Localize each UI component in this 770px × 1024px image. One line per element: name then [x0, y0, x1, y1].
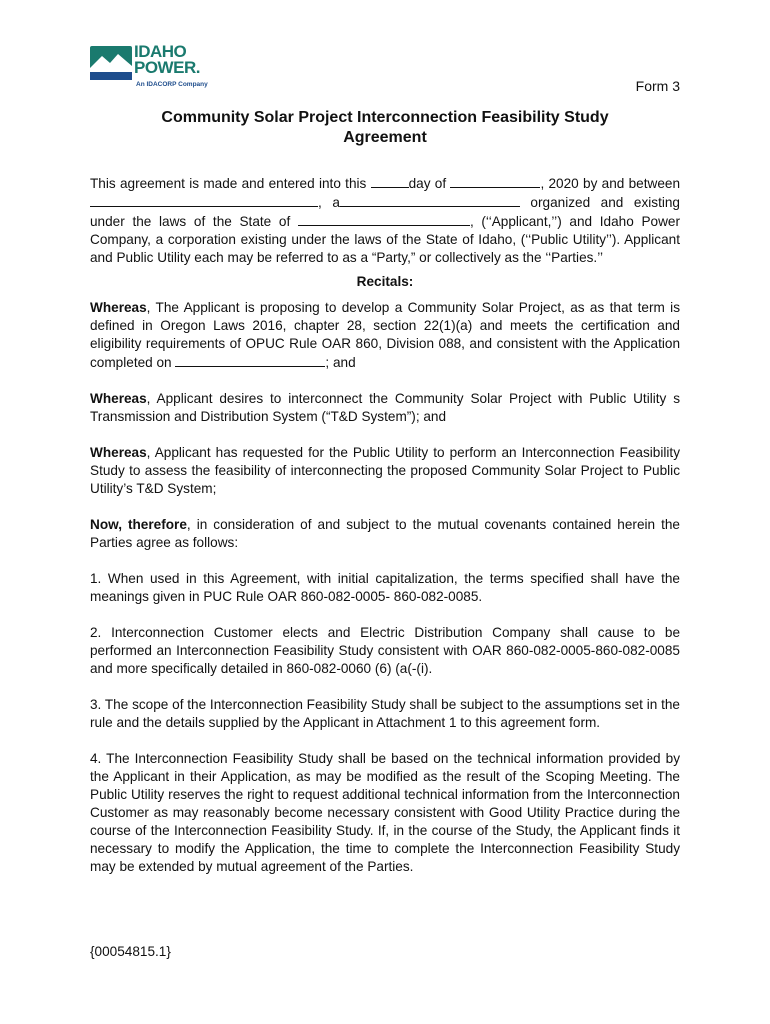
whereas-3-text: , Applicant has requested for the Public Utility to perform an Interconnection Feasibility Study to assess the feasibility of interconnecting the proposed Community Solar Project to Public Utility’s T&D System; [90, 445, 680, 496]
document-id-footer: {00054815.1} [90, 944, 171, 959]
whereas-label: Whereas [90, 445, 147, 460]
whereas-1-text: , The Applicant is proposing to develop a Community Solar Project, as as that term is defined in Oregon Laws 2016, chapter 28, section 22(1)(a) and meets the certification and eligibility requirements of OPUC Rule OAR 860, Division 088, and consistent with the Application completed on [90, 300, 680, 370]
whereas-paragraph-2 [90, 390, 680, 426]
form-number: Form 3 [635, 78, 680, 94]
title-line-1: Community Solar Project Interconnection Feasibility Study [161, 109, 609, 126]
now-therefore-text: , in consideration of and subject to the mutual covenants contained herein the Parties agree as follows: [90, 517, 680, 550]
now-therefore-paragraph [90, 516, 680, 552]
month-blank[interactable] [450, 174, 540, 188]
logo-wordmark [134, 44, 200, 76]
intro-text-1: This agreement is made and entered into this [90, 176, 371, 191]
intro-text-5: organized and existing under the laws of the State of [90, 195, 680, 229]
intro-text-3: , 2020 by and between [540, 176, 681, 191]
application-date-blank[interactable] [175, 353, 325, 367]
logo-line-1: IDAHO [134, 42, 187, 61]
whereas-paragraph-1 [90, 299, 680, 372]
clause-3: 3. The scope of the Interconnection Feasibility Study shall be subject to the assumptions set in the rule and the details supplied by the Applicant in Attachment 1 to this agreement form. [90, 697, 680, 730]
document-title [90, 108, 680, 148]
logo-line-2: POWER. [134, 58, 200, 77]
state-blank[interactable] [298, 212, 470, 226]
intro-text-4: , a [318, 195, 340, 210]
document-body [90, 174, 680, 894]
clause-2: 2. Interconnection Customer elects and Electric Distribution Company shall cause to be performed an Interconnection Feasibility Study consistent with OAR 860-082-0005-860-082-0085 and more specifically detailed in 860-082-0060 (6) (a(-(i). [90, 625, 680, 676]
intro-text-6: , (‘‘Applicant,’’) and Idaho Power Company, a corporation existing under the laws of the State of Idaho, (‘‘Public Utility’’). Applicant and Public Utility each may be referred to as a “Party,” or collectively as the ‘‘Parties.’’ [90, 214, 680, 265]
now-therefore-label: Now, therefore [90, 517, 187, 532]
day-blank[interactable] [371, 174, 409, 188]
whereas-label: Whereas [90, 391, 147, 406]
entity-type-blank[interactable] [340, 193, 520, 207]
intro-text-2: day of [408, 176, 451, 191]
clause-4: 4. The Interconnection Feasibility Study shall be based on the technical information provided by the Applicant in their Application, as may be modified as the result of the Scoping Meeting. The Public Utility reserves the right to request additional technical information from the Interconnection Customer as may reasonably become necessary consistent with Good Utility Practice during the course of the Interconnection Feasibility Study. If, in the course of the Study, the Applicant finds it necessary to modify the Application, the time to complete the Interconnection Feasibility Study may be extended by mutual agreement of the Parties. [90, 751, 680, 874]
between-blank[interactable] [90, 193, 318, 207]
logo-subtitle: An IDACORP Company [136, 81, 208, 88]
idaho-power-logo [90, 44, 220, 92]
recitals-heading: Recitals: [356, 274, 414, 289]
title-line-2: Agreement [343, 129, 427, 146]
whereas-label: Whereas [90, 300, 147, 315]
whereas-paragraph-3 [90, 444, 680, 498]
whereas-1-end: ; and [325, 355, 356, 370]
whereas-2-text: , Applicant desires to interconnect the Community Solar Project with Public Utility s Transmission and Distribution System (“T&D System”); and [90, 391, 680, 424]
mountain-logo-icon [90, 46, 132, 80]
intro-paragraph [90, 174, 680, 267]
clause-1: 1. When used in this Agreement, with initial capitalization, the terms specified shall have the meanings given in PUC Rule OAR 860-082-0005- 860-082-0085. [90, 571, 680, 604]
